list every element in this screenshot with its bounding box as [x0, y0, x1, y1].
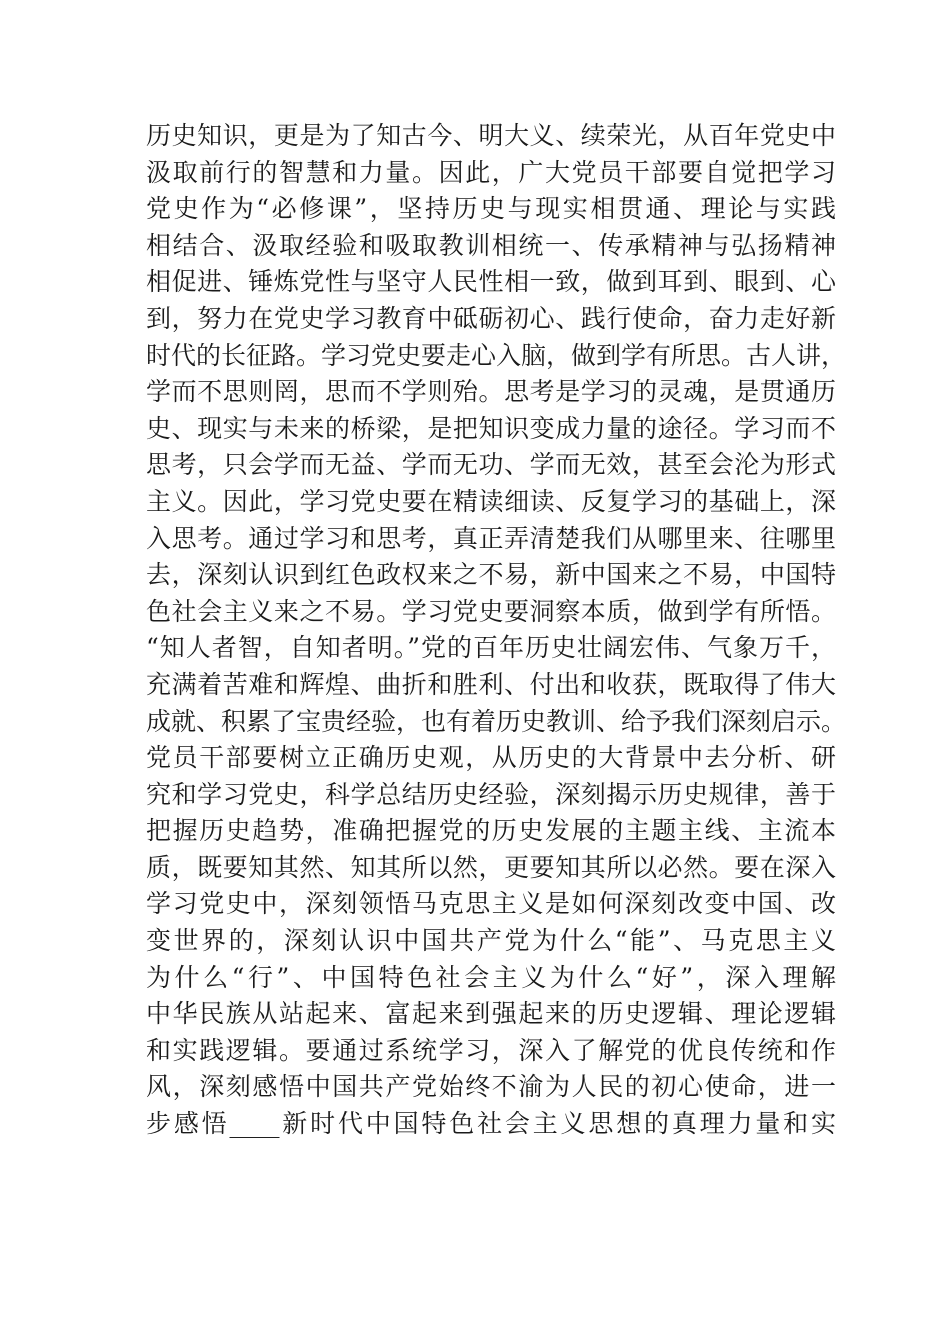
- text-line: “知人者智，自知者明。”党的百年历史壮阔宏伟、气象万千，: [146, 633, 836, 663]
- text-line: 党员干部要树立正确历史观，从历史的大背景中去分析、研: [146, 743, 836, 773]
- text-line: 去，深刻认识到红色政权来之不易，新中国来之不易，中国特: [146, 560, 836, 590]
- text-line: 入思考。通过学习和思考，真正弄清楚我们从哪里来、往哪里: [146, 523, 836, 553]
- text-line: 时代的长征路。学习党史要走心入脑，做到学有所思。古人讲，: [146, 340, 847, 370]
- text-line: 历史知识，更是为了知古今、明大义、续荣光，从百年党史中: [146, 121, 836, 150]
- text-line: 质，既要知其然、知其所以然，更要知其所以必然。要在深入: [146, 852, 836, 882]
- text-line: 主义。因此，学习党史要在精读细读、反复学习的基础上，深: [146, 486, 836, 516]
- text-line: 学习党史中，深刻领悟马克思主义是如何深刻改变中国、改: [146, 889, 836, 919]
- text-line: 把握历史趋势，准确把握党的历史发展的主题主线、主流本: [146, 816, 836, 846]
- text-line: 相结合、汲取经验和吸取教训相统一、传承精神与弘扬精神: [146, 230, 836, 260]
- text-line: 到，努力在党史学习教育中砥砺初心、践行使命，奋力走好新: [146, 303, 836, 333]
- text-line: 变世界的，深刻认识中国共产党为什么“能”、马克思主义: [146, 926, 836, 956]
- text-line: 中华民族从站起来、富起来到强起来的历史逻辑、理论逻辑: [146, 999, 836, 1029]
- text-line: 为什么“行”、中国特色社会主义为什么“好”，深入理解: [146, 962, 836, 992]
- text-line: 汲取前行的智慧和力量。因此，广大党员干部要自觉把学习: [146, 157, 836, 187]
- text-line: 党史作为“必修课”，坚持历史与现实相贯通、理论与实践: [146, 194, 836, 224]
- text-line: 色社会主义来之不易。学习党史要洞察本质，做到学有所悟。: [146, 596, 836, 626]
- text-line: 史、现实与未来的桥梁，是把知识变成力量的途径。学习而不: [146, 413, 836, 443]
- text-line: 相促进、锤炼党性与坚守人民性相一致，做到耳到、眼到、心: [146, 267, 836, 297]
- text-line: 成就、积累了宝贵经验，也有着历史教训、给予我们深刻启示。: [146, 706, 847, 736]
- text-line: 步感悟____新时代中国特色社会主义思想的真理力量和实: [146, 1109, 836, 1139]
- text-line: 思考，只会学而无益、学而无功、学而无效，甚至会沦为形式: [146, 450, 836, 480]
- text-line: 风，深刻感悟中国共产党始终不渝为人民的初心使命，进一: [146, 1072, 836, 1102]
- text-line: 充满着苦难和辉煌、曲折和胜利、付出和收获，既取得了伟大: [146, 669, 836, 699]
- body-text: [146, 118, 847, 1143]
- text-line: 和实践逻辑。要通过系统学习，深入了解党的优良传统和作: [146, 1035, 836, 1065]
- text-line: 究和学习党史，科学总结历史经验，深刻揭示历史规律，善于: [146, 779, 836, 809]
- text-line: 学而不思则罔，思而不学则殆。思考是学习的灵魂，是贯通历: [146, 377, 836, 407]
